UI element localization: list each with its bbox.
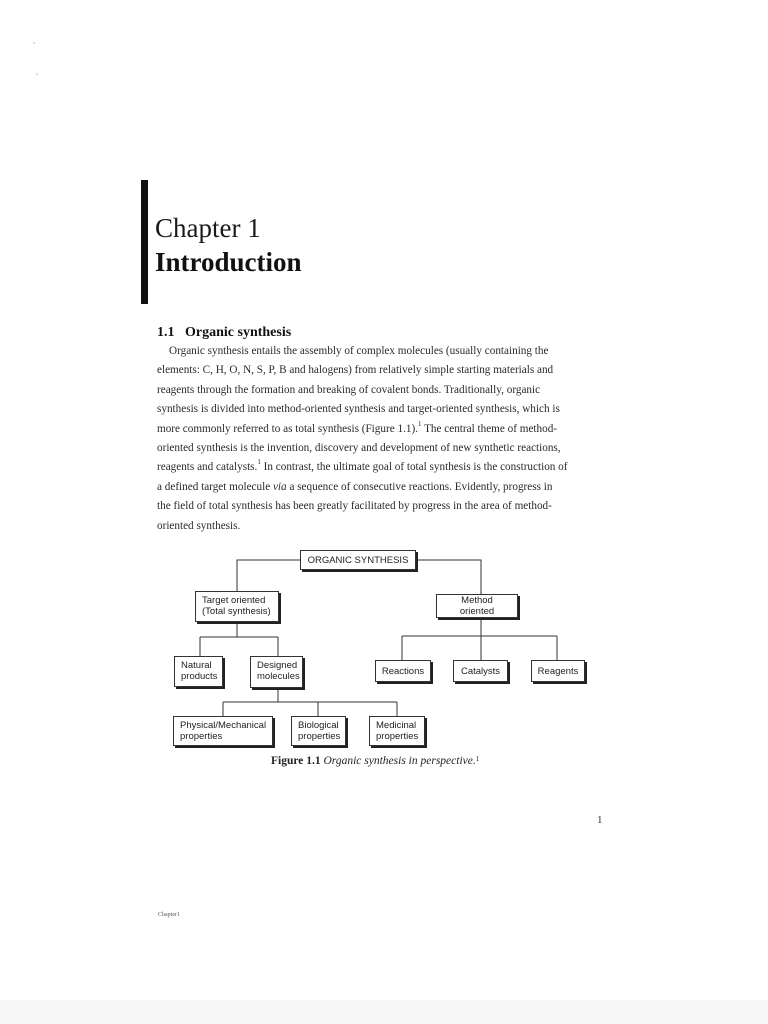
figure-label: Figure 1.1	[271, 755, 321, 767]
section-title: Organic synthesis	[185, 325, 292, 340]
node-text: Physical/Mechanical properties	[180, 720, 267, 742]
node-reagents	[531, 660, 585, 682]
paragraph	[157, 342, 602, 536]
node-text: Reagents	[537, 665, 579, 677]
line-text: oriented synthesis.	[157, 519, 241, 532]
chapter-title: Introduction	[155, 247, 302, 277]
node-designed-molecules	[250, 656, 303, 688]
footnote-ref[interactable]: 1	[475, 755, 480, 763]
footnote-ref[interactable]: 1	[417, 419, 422, 428]
paragraph-line	[157, 439, 602, 458]
paragraph-line	[157, 478, 602, 497]
node-physical-mechanical	[173, 716, 273, 746]
node-target-oriented	[195, 591, 279, 622]
node-catalysts	[453, 660, 508, 682]
node-text: Biological properties	[298, 720, 341, 742]
scan-speck	[36, 73, 38, 75]
footnote-ref[interactable]: 1	[257, 458, 261, 467]
node-text: Target oriented (Total synthesis)	[202, 595, 271, 617]
node-reactions	[375, 660, 431, 682]
node-organic-synthesis	[300, 550, 416, 570]
node-method-oriented	[436, 594, 518, 618]
paragraph-line	[157, 517, 602, 536]
paragraph-line	[157, 458, 602, 477]
paragraph-line	[157, 400, 602, 419]
connector-root-method	[416, 560, 481, 594]
line-text: more commonly referred to as total synthesis (Figure 1.1).	[157, 422, 418, 435]
paragraph-line	[157, 381, 602, 400]
line-text: a sequence of consecutive reactions. Evidently, progress in	[286, 480, 553, 493]
line-text: a defined target molecule	[157, 480, 273, 493]
node-medicinal	[369, 716, 425, 746]
node-text: Natural products	[181, 660, 218, 682]
section-heading	[157, 325, 291, 341]
italic-text: via	[272, 480, 287, 493]
chapter-bar	[141, 180, 148, 304]
line-text: The central theme of method-	[421, 422, 558, 435]
node-text: Designed molecules	[257, 660, 300, 682]
scan-speck	[33, 42, 35, 44]
line-text: reagents through the formation and breaking of covalent bonds. Traditionally, organic	[157, 383, 541, 396]
figure-caption	[271, 755, 479, 767]
figure-caption-text: Organic synthesis in perspective.	[323, 755, 476, 767]
footer-label: Chapter1	[158, 912, 180, 918]
node-text: Reactions	[381, 665, 425, 677]
line-text: oriented synthesis is the invention, discovery and development of new synthetic reactions,	[157, 442, 561, 455]
page-number: 1	[597, 814, 603, 826]
node-text: Method oriented	[459, 595, 495, 617]
line-text: reagents and catalysts.	[157, 461, 258, 474]
line-text: elements: C, H, O, N, S, P, B and halogens) from relatively simple starting materials and	[157, 364, 554, 377]
node-natural-products	[174, 656, 223, 687]
node-text: Medicinal properties	[376, 720, 419, 742]
line-text: Organic synthesis entails the assembly of complex molecules (usually containing the	[169, 345, 549, 357]
node-biological	[291, 716, 346, 746]
line-text: synthesis is divided into method-oriented synthesis and target-oriented synthesis, which is	[157, 403, 560, 416]
section-number: 1.1	[157, 325, 175, 340]
connector-root-target	[237, 560, 300, 591]
paragraph-line	[157, 420, 602, 439]
scan-edge-shade	[0, 1000, 768, 1024]
line-text: In contrast, the ultimate goal of total synthesis is the construction of	[260, 461, 568, 474]
paragraph-line	[157, 342, 602, 361]
paragraph-line	[157, 361, 602, 380]
chapter-label: Chapter 1	[155, 213, 261, 243]
node-text: ORGANIC SYNTHESIS	[307, 554, 409, 566]
paragraph-line	[157, 497, 602, 516]
line-text: the field of total synthesis has been greatly facilitated by progress in the area of method-	[157, 500, 552, 513]
node-text: Catalysts	[460, 665, 501, 677]
